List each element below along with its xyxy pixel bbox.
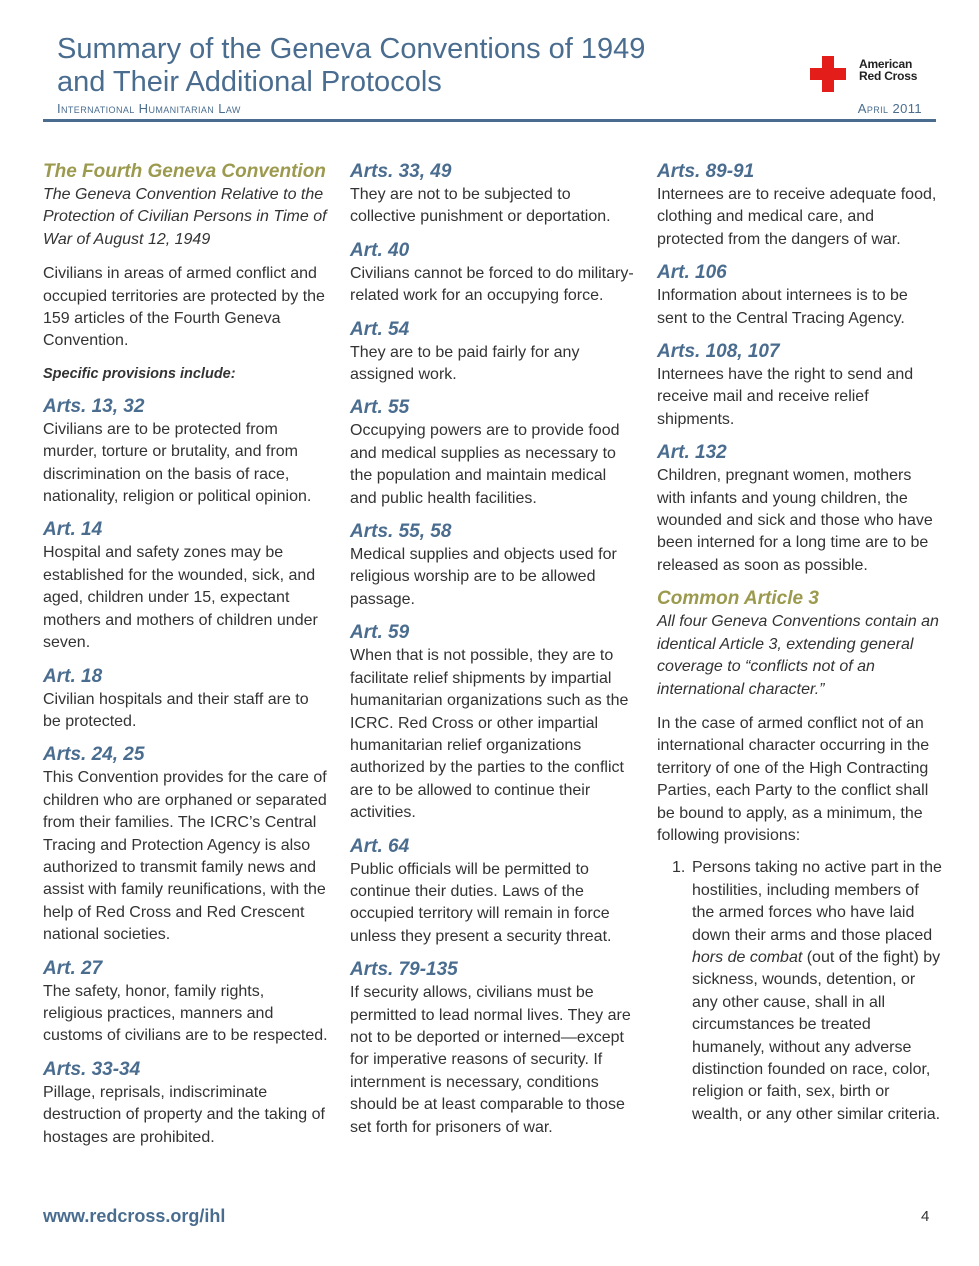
article-text: Occupying powers are to provide food and medical supplies as necessary to the population and maintain medical and public health facilities.: [350, 422, 620, 507]
article-heading: Art. 106: [657, 262, 727, 284]
article-block: [350, 835, 635, 949]
article-text: Information about internees is to be sent to the Central Tracing Agency.: [657, 287, 908, 327]
article-block: [350, 621, 635, 824]
article-block: [350, 396, 635, 510]
logo-line-2: Red Cross: [859, 69, 918, 83]
list-item: [657, 857, 942, 1126]
article-heading: Art. 132: [657, 442, 727, 464]
article-heading: Arts. 108, 107: [657, 341, 780, 363]
article-text: Hospital and safety zones may be established for the wounded, sick, and aged, children under 15, expectant mothers and mothers of children under seven.: [43, 544, 318, 652]
column-2: [350, 160, 635, 1149]
article-heading: Art. 59: [350, 622, 410, 644]
article-heading: Arts. 13, 32: [43, 395, 145, 417]
article-text: Civilian hospitals and their staff are to be protected.: [43, 690, 309, 730]
page-title: [57, 33, 645, 99]
article-heading: Art. 14: [43, 519, 103, 541]
article-block: [657, 160, 942, 251]
red-cross-logo[interactable]: [810, 56, 930, 96]
section-title: The Fourth Geneva Convention: [43, 161, 326, 182]
article-block: [350, 318, 635, 387]
article-heading: Art. 40: [350, 239, 410, 261]
article-heading: Art. 54: [350, 318, 410, 340]
title-line-1: Summary of the Geneva Conventions of 1949: [57, 33, 646, 65]
article-block: [43, 518, 328, 654]
footer-url-link[interactable]: www.redcross.org/ihl: [43, 1206, 226, 1226]
article-block: [350, 520, 635, 611]
article-block: [43, 957, 328, 1048]
article-text: Internees have the right to send and receive mail and receive relief shipments.: [657, 366, 914, 428]
article-block: [350, 239, 635, 308]
header-rule: [43, 119, 936, 122]
common-article-subtitle: All four Geneva Conventions contain an identical Article 3, extending general coverage to “conflicts not of an international character.”: [657, 613, 939, 698]
intro-paragraph: Civilians in areas of armed conflict and occupied territories are protected by the 159 articles of the Fourth Geneva Convention.: [43, 265, 325, 350]
header-subtitle: International Humanitarian Law: [57, 101, 241, 116]
page-header: [43, 33, 936, 125]
article-block: [350, 160, 635, 229]
article-text: This Convention provides for the care of children who are orphaned or separated from their families. The ICRC’s Central Tracing and Protection Agency is also authorized to transmit family news and assist with family reunifications, with the help of Red Cross and Red Crescent national societies.: [43, 769, 327, 944]
article-heading: Art. 55: [350, 397, 410, 419]
article-text: When that is not possible, they are to facilitate relief shipments by impartial humanitarian organizations such as the ICRC. Red Cross or other impartial humanitarian relief organizations authorized by the parties to the conflict are to be allowed to continue their activities.: [350, 647, 629, 822]
column-1: [43, 160, 328, 1159]
article-block: [657, 340, 942, 431]
logo-text: [859, 58, 917, 82]
list-item-text-italic: hors de combat: [692, 948, 803, 966]
article-block: [43, 395, 328, 509]
article-text: They are to be paid fairly for any assigned work.: [350, 343, 580, 384]
provisions-list: [657, 857, 942, 1126]
logo-line-1: American: [859, 57, 913, 71]
article-text: Children, pregnant women, mothers with infants and young children, the wounded and sick and those who have been interned for a long time are to be released as soon as possible.: [657, 467, 933, 574]
article-text: Civilians cannot be forced to do military-related work for an occupying force.: [350, 264, 634, 305]
common-article-intro: In the case of armed conflict not of an international character occurring in the territory of one of the High Contracting Parties, each Party to the conflict shall be bound to apply, as a minimum, the following provisions:: [657, 714, 930, 844]
list-item-text-after: (out of the fight) by sickness, wounds, detention, or any other cause, shall in all circumstances be treated humanely, without any adverse distinction founded on race, color, religion or faith, sex, birth or wealth, or any other similar criteria.: [692, 948, 941, 1123]
article-block: [657, 441, 942, 577]
article-text: Pillage, reprisals, indiscriminate destruction of property and the taking of hostages are prohibited.: [43, 1083, 325, 1146]
red-cross-icon: [810, 56, 846, 92]
article-heading: Arts. 55, 58: [350, 521, 452, 543]
specific-provisions-label: Specific provisions include:: [43, 365, 236, 382]
article-block: [43, 1058, 328, 1149]
article-text: Public officials will be permitted to continue their duties. Laws of the occupied territory will remain in force unless they present a security threat.: [350, 860, 612, 945]
article-heading: Art. 64: [350, 835, 410, 857]
article-block: [350, 958, 635, 1139]
article-heading: Art. 18: [43, 665, 103, 687]
article-block: [43, 743, 328, 946]
article-text: Civilians are to be protected from murder, torture or brutality, and from discrimination on the basis of race, nationality, religion or political opinion.: [43, 420, 312, 506]
section-subtitle: The Geneva Convention Relative to the Protection of Civilian Persons in Time of War of August 12, 1949: [43, 186, 327, 248]
article-block: [43, 665, 328, 734]
article-heading: Arts. 33, 49: [350, 161, 452, 182]
article-text: If security allows, civilians must be permitted to lead normal lives. They are not to be deported or interned—except for imperative reasons of security. If internment is necessary, conditions should be at least comparable to those set forth for prisoners of war.: [350, 984, 631, 1136]
article-text: Medical supplies and objects used for religious worship are to be allowed passage.: [350, 546, 617, 608]
common-article-title: Common Article 3: [657, 588, 819, 610]
article-heading: Arts. 33-34: [43, 1058, 141, 1080]
article-heading: Arts. 24, 25: [43, 744, 145, 766]
header-date: April 2011: [857, 101, 922, 116]
title-line-2: and Their Additional Protocols: [57, 66, 442, 98]
article-text: They are not to be subjected to collective punishment or deportation.: [350, 186, 611, 226]
article-heading: Arts. 79-135: [350, 959, 458, 981]
list-item-text-before: Persons taking no active part in the hostilities, including members of the armed forces who have laid down their arms and those placed: [692, 859, 942, 944]
article-heading: Art. 27: [43, 957, 103, 979]
page-number: 4: [921, 1208, 930, 1225]
article-block: [657, 261, 942, 330]
article-heading: Arts. 89-91: [657, 161, 755, 182]
article-text: The safety, honor, family rights, religious practices, manners and customs of civilians are to be respected.: [43, 982, 328, 1045]
column-3: [657, 160, 942, 1126]
article-text: Internees are to receive adequate food, clothing and medical care, and protected from the dangers of war.: [657, 186, 937, 248]
list-item-number: 1.: [672, 859, 686, 877]
